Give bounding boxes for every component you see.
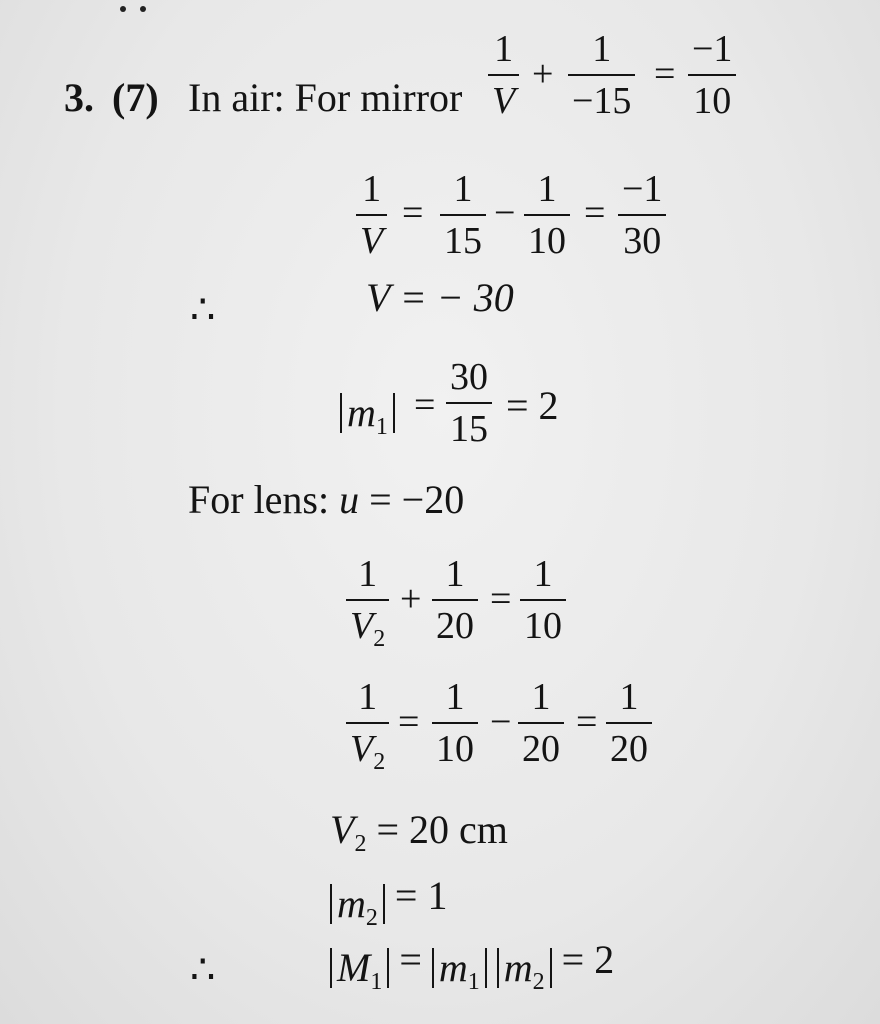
equals-sign: = [398, 701, 420, 743]
denominator: 20 [522, 728, 560, 770]
numerator: 1 [453, 168, 473, 210]
absolute-value: $m_1$ [432, 948, 487, 988]
lens-eq1-frac3 [520, 555, 566, 645]
lens-eq2-frac4 [606, 678, 652, 768]
lens-intro [188, 477, 465, 522]
plus-sign: + [532, 53, 554, 95]
numerator: −1 [692, 28, 733, 70]
mirror-eq2-frac2 [440, 170, 486, 260]
absolute-value: $M_1$ [330, 948, 389, 988]
mirror-eq1-frac3 [688, 30, 736, 120]
lens-eq1-frac2 [432, 555, 478, 645]
equals-sign: = [654, 53, 676, 95]
total-magnification: $M_1 = m_1$ $m_2 = 2$ [330, 940, 614, 988]
mirror-v-result: V = − 30 [366, 275, 514, 320]
minus-sign: − [494, 192, 516, 234]
lens-eq2-frac3 [518, 678, 564, 768]
numerator: 1 [358, 553, 378, 595]
therefore-symbol: ∴ [190, 287, 216, 332]
mirror-eq1-frac1 [488, 30, 519, 120]
mirror-eq2-frac1 [356, 170, 387, 260]
numerator: 1 [619, 676, 639, 718]
u-variable: u [339, 477, 360, 522]
numerator: 1 [362, 168, 382, 210]
numerator: 1 [531, 676, 551, 718]
u-value: = −20 [359, 477, 465, 522]
numerator: 1 [537, 168, 557, 210]
top-clipped-mark [120, 6, 126, 12]
equals-sign: = [584, 192, 606, 234]
lens-eq2-frac2 [432, 678, 478, 768]
numerator: 1 [358, 676, 378, 718]
absolute-value [340, 390, 395, 440]
equals-sign: = [576, 701, 598, 743]
numerator: 1 [533, 553, 553, 595]
mirror-eq2-frac4 [618, 170, 666, 260]
denominator: 10 [693, 80, 732, 122]
m-variable: m [347, 390, 376, 435]
denominator: 20 [610, 728, 648, 770]
denominator: 15 [444, 220, 482, 262]
lens-eq2-frac1 [346, 678, 389, 774]
denominator: 15 [450, 408, 488, 450]
equals-sign: = [490, 578, 512, 620]
numerator: 1 [494, 28, 514, 70]
m1-result: = 2 [506, 383, 559, 428]
denominator: 10 [524, 605, 562, 647]
denominator: $V_2$ [350, 728, 386, 775]
problem-answer: (7) [112, 75, 159, 120]
numerator: −1 [622, 168, 663, 210]
top-clipped-mark [140, 6, 146, 12]
denominator: 30 [623, 220, 662, 262]
denominator: $V_2$ [350, 605, 386, 652]
lens-eq1-frac1 [346, 555, 389, 651]
m2-result: $m_2 = 1$ [330, 876, 447, 924]
therefore-symbol: ∴ [190, 947, 216, 992]
denominator: −15 [572, 80, 632, 122]
m1-abs [340, 385, 395, 440]
numerator: 30 [450, 356, 488, 398]
absolute-value: $m_2$ [330, 884, 385, 924]
numerator: 1 [445, 676, 465, 718]
mirror-eq2-frac3 [524, 170, 570, 260]
denominator: 10 [528, 220, 566, 262]
equals-sign: = [414, 384, 436, 426]
absolute-value: $m_2$ [497, 948, 552, 988]
denominator: V [492, 80, 516, 122]
mirror-intro: In air: For mirror [188, 75, 463, 120]
denominator: 20 [436, 605, 474, 647]
m1-fraction [446, 358, 492, 448]
numerator: 1 [592, 28, 612, 70]
lens-label: For lens: [188, 477, 340, 522]
plus-sign: + [400, 578, 422, 620]
minus-sign: − [490, 701, 512, 743]
v2-result: $V_2 = 20$ cm [330, 807, 508, 857]
mirror-eq1-frac2 [568, 30, 635, 120]
problem-number: 3. [64, 75, 94, 120]
numerator: 1 [445, 553, 465, 595]
equals-sign: = [402, 192, 424, 234]
subscript: 1 [375, 414, 388, 440]
denominator: V [360, 220, 384, 262]
denominator: 10 [436, 728, 474, 770]
